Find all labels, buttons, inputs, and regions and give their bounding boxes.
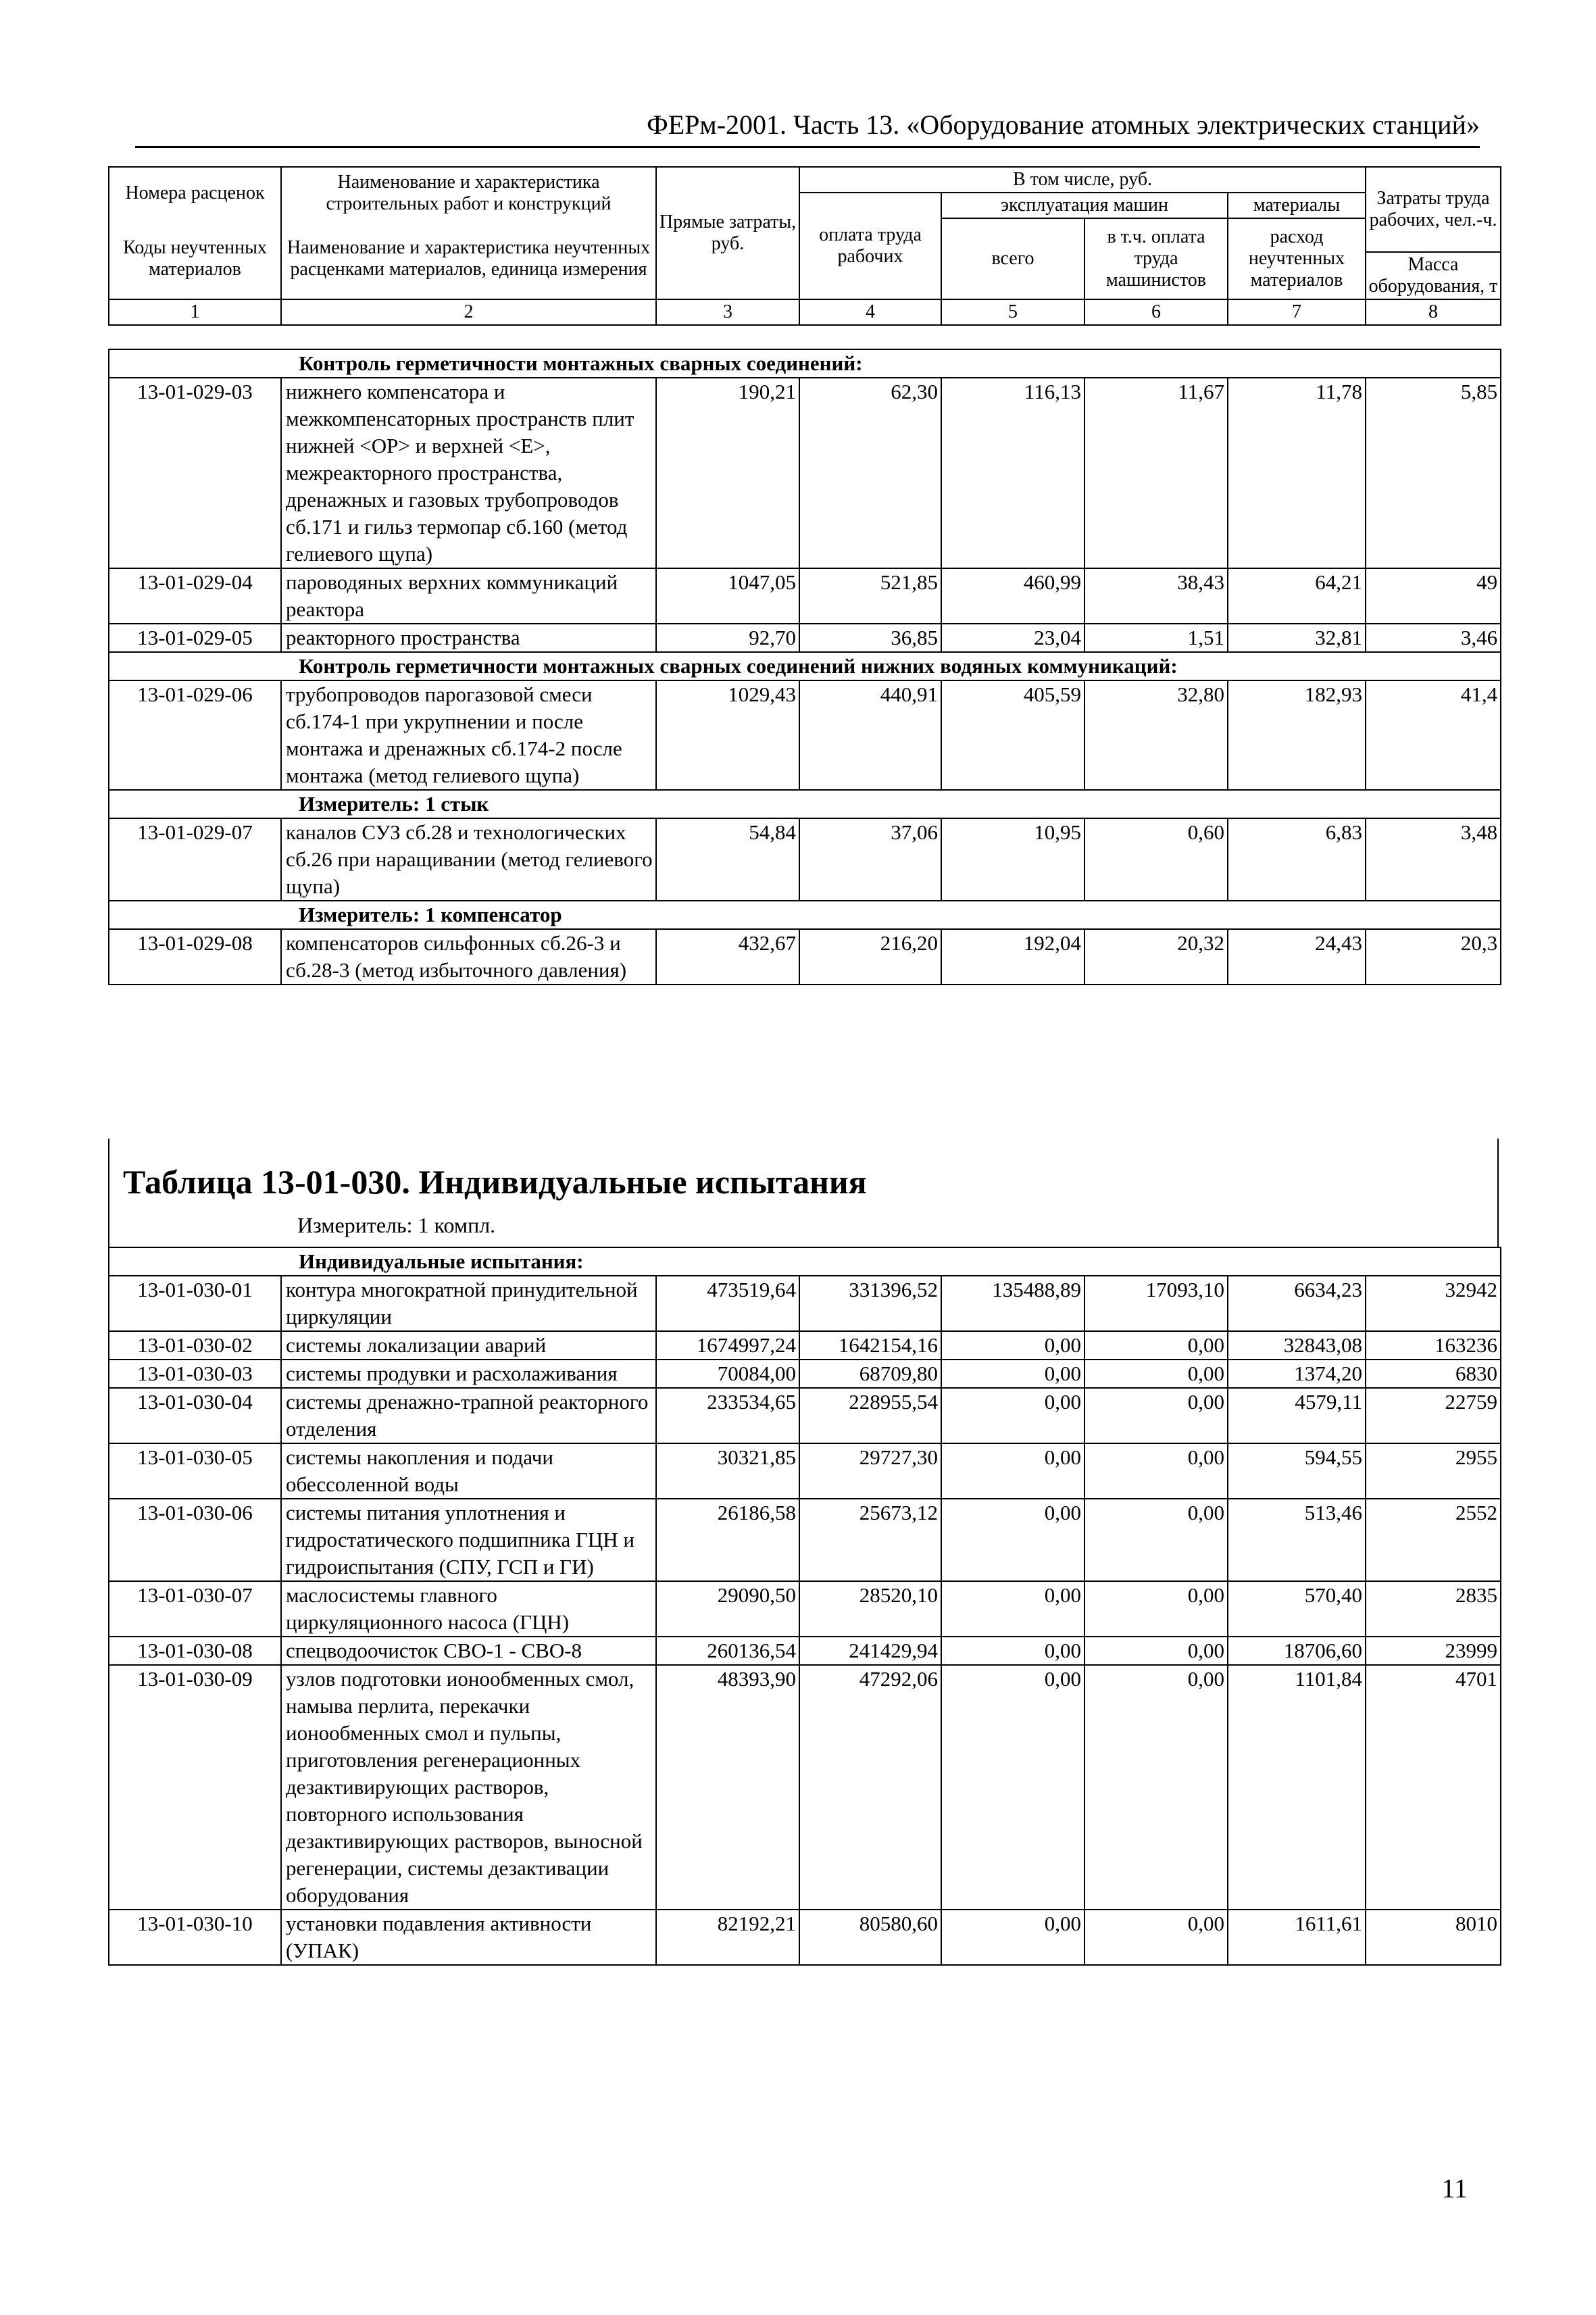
worker-pay: 68709,80 <box>799 1360 941 1388</box>
machinist-pay: 17093,10 <box>1084 1276 1228 1331</box>
machine-cost: 0,00 <box>941 1581 1084 1637</box>
machinist-pay: 0,00 <box>1084 1499 1228 1581</box>
direct-cost: 30321,85 <box>656 1443 799 1499</box>
machine-cost: 0,00 <box>941 1331 1084 1360</box>
table-row <box>109 929 1501 985</box>
head-col5: всего <box>941 218 1084 299</box>
table-13-01-029 <box>108 349 1501 985</box>
worker-pay: 36,85 <box>799 624 941 652</box>
machinist-pay: 38,43 <box>1084 568 1228 624</box>
table-row <box>109 1581 1501 1637</box>
rate-code: 13-01-030-06 <box>109 1499 281 1581</box>
labor-cost: 32942 <box>1366 1276 1501 1331</box>
worker-pay: 228955,54 <box>799 1388 941 1443</box>
materials-cost: 11,78 <box>1228 378 1366 568</box>
direct-cost: 432,67 <box>656 929 799 985</box>
worker-pay: 29727,30 <box>799 1443 941 1499</box>
machine-cost: 192,04 <box>941 929 1084 985</box>
rate-code: 13-01-030-01 <box>109 1276 281 1331</box>
table-row <box>109 680 1501 790</box>
rate-code: 13-01-030-03 <box>109 1360 281 1388</box>
machine-cost: 0,00 <box>941 1388 1084 1443</box>
head-col2-top: Наименование и характеристика строительных работ и конструкций <box>281 167 656 218</box>
head-col6: в т.ч. оплата труда машинистов <box>1084 218 1228 299</box>
measure-label: Измеритель: 1 стык <box>109 790 1501 818</box>
worker-pay: 331396,52 <box>799 1276 941 1331</box>
machinist-pay: 11,67 <box>1084 378 1228 568</box>
table-row <box>109 1665 1501 1910</box>
table-row <box>109 818 1501 901</box>
machinist-pay: 0,00 <box>1084 1665 1228 1910</box>
table-row <box>109 1331 1501 1360</box>
machinist-pay: 0,00 <box>1084 1910 1228 1965</box>
section-heading: Индивидуальные испытания: <box>109 1247 1501 1276</box>
section-heading: Контроль герметичности монтажных сварных соединений нижних водяных коммуникаций: <box>109 652 1501 680</box>
worker-pay: 28520,10 <box>799 1581 941 1637</box>
materials-cost: 32843,08 <box>1228 1331 1366 1360</box>
direct-cost: 92,70 <box>656 624 799 652</box>
head-col2-bottom: Наименование и характеристика неучтенных расценками материалов, единица измерения <box>281 218 656 299</box>
table-row <box>109 1276 1501 1331</box>
materials-cost: 570,40 <box>1228 1581 1366 1637</box>
worker-pay: 216,20 <box>799 929 941 985</box>
head-num-3: 3 <box>656 299 799 325</box>
labor-cost: 6830 <box>1366 1360 1501 1388</box>
direct-cost: 29090,50 <box>656 1581 799 1637</box>
rate-code: 13-01-029-08 <box>109 929 281 985</box>
direct-cost: 70084,00 <box>656 1360 799 1388</box>
direct-cost: 190,21 <box>656 378 799 568</box>
table-row <box>109 1388 1501 1443</box>
machinist-pay: 0,00 <box>1084 1360 1228 1388</box>
work-name: контура многократной принудительной циркуляции <box>281 1276 656 1331</box>
machinist-pay: 0,00 <box>1084 1581 1228 1637</box>
direct-cost: 473519,64 <box>656 1276 799 1331</box>
materials-cost: 4579,11 <box>1228 1388 1366 1443</box>
machine-cost: 0,00 <box>941 1665 1084 1910</box>
machinist-pay: 32,80 <box>1084 680 1228 790</box>
table-row <box>109 624 1501 652</box>
direct-cost: 54,84 <box>656 818 799 901</box>
rate-code: 13-01-030-08 <box>109 1637 281 1665</box>
head-col8-top: Затраты труда рабочих, чел.-ч. <box>1366 167 1501 252</box>
direct-cost: 82192,21 <box>656 1910 799 1965</box>
labor-cost: 41,4 <box>1366 680 1501 790</box>
worker-pay: 47292,06 <box>799 1665 941 1910</box>
table-row <box>109 1360 1501 1388</box>
labor-cost: 163236 <box>1366 1331 1501 1360</box>
direct-cost: 1029,43 <box>656 680 799 790</box>
head-col1-bottom: Коды неучтенных материалов <box>109 218 281 299</box>
work-name: спецводоочисток СВО-1 - СВО-8 <box>281 1637 656 1665</box>
labor-cost: 5,85 <box>1366 378 1501 568</box>
head-num-6: 6 <box>1084 299 1228 325</box>
worker-pay: 521,85 <box>799 568 941 624</box>
work-name: нижнего компенсатора и межкомпенсаторных пространств плит нижней <ОР> и верхней <Е>, межреакторного пространства, дренажных и газовых трубопроводов сб.171 и гильз термопар сб.160 (метод гелиевого щупа) <box>281 378 656 568</box>
machinist-pay: 0,00 <box>1084 1637 1228 1665</box>
machine-cost: 405,59 <box>941 680 1084 790</box>
table-row <box>109 378 1501 568</box>
work-name: узлов подготовки ионообменных смол, намыва перлита, перекачки ионообменных смол и пульпы, приготовления регенерационных дезактивирующих растворов, повторного использования дезактивирующих растворов, выносной регенерации, системы дезактивации оборудования <box>281 1665 656 1910</box>
machine-cost: 10,95 <box>941 818 1084 901</box>
rate-code: 13-01-029-07 <box>109 818 281 901</box>
materials-cost: 1374,20 <box>1228 1360 1366 1388</box>
materials-cost: 6,83 <box>1228 818 1366 901</box>
table-row <box>109 1499 1501 1581</box>
worker-pay: 25673,12 <box>799 1499 941 1581</box>
measure-label: Измеритель: 1 компенсатор <box>109 901 1501 929</box>
work-name: трубопроводов парогазовой смеси сб.174-1 при укрупнении и после монтажа и дренажных сб.174-2 после монтажа (метод гелиевого щупа) <box>281 680 656 790</box>
table-row <box>109 1910 1501 1965</box>
materials-cost: 1611,61 <box>1228 1910 1366 1965</box>
work-name: системы локализации аварий <box>281 1331 656 1360</box>
work-name: системы продувки и расхолаживания <box>281 1360 656 1388</box>
worker-pay: 62,30 <box>799 378 941 568</box>
worker-pay: 80580,60 <box>799 1910 941 1965</box>
rate-code: 13-01-029-06 <box>109 680 281 790</box>
labor-cost: 3,48 <box>1366 818 1501 901</box>
materials-cost: 32,81 <box>1228 624 1366 652</box>
labor-cost: 49 <box>1366 568 1501 624</box>
head-col8-bottom: Масса оборудования, т <box>1366 252 1501 299</box>
rate-code: 13-01-029-03 <box>109 378 281 568</box>
machinist-pay: 1,51 <box>1084 624 1228 652</box>
worker-pay: 241429,94 <box>799 1637 941 1665</box>
machinist-pay: 0,00 <box>1084 1443 1228 1499</box>
labor-cost: 2552 <box>1366 1499 1501 1581</box>
work-name: маслосистемы главного циркуляционного насоса (ГЦН) <box>281 1581 656 1637</box>
rate-code: 13-01-030-09 <box>109 1665 281 1910</box>
rate-code: 13-01-029-04 <box>109 568 281 624</box>
work-name: системы дренажно-трапной реакторного отделения <box>281 1388 656 1443</box>
table-row <box>109 568 1501 624</box>
machinist-pay: 0,60 <box>1084 818 1228 901</box>
head-num-5: 5 <box>941 299 1084 325</box>
machine-cost: 460,99 <box>941 568 1084 624</box>
worker-pay: 1642154,16 <box>799 1331 941 1360</box>
worker-pay: 37,06 <box>799 818 941 901</box>
table-row <box>109 1637 1501 1665</box>
materials-cost: 513,46 <box>1228 1499 1366 1581</box>
table-row <box>109 1443 1501 1499</box>
machine-cost: 116,13 <box>941 378 1084 568</box>
labor-cost: 2835 <box>1366 1581 1501 1637</box>
section-heading: Контроль герметичности монтажных сварных соединений: <box>109 349 1501 378</box>
labor-cost: 23999 <box>1366 1637 1501 1665</box>
rate-code: 13-01-029-05 <box>109 624 281 652</box>
table-header <box>108 166 1501 326</box>
machine-cost: 135488,89 <box>941 1276 1084 1331</box>
labor-cost: 4701 <box>1366 1665 1501 1910</box>
materials-cost: 1101,84 <box>1228 1665 1366 1910</box>
materials-cost: 18706,60 <box>1228 1637 1366 1665</box>
machine-cost: 23,04 <box>941 624 1084 652</box>
work-name: каналов СУЗ сб.28 и технологических сб.26 при наращивании (метод гелиевого щупа) <box>281 818 656 901</box>
machinist-pay: 0,00 <box>1084 1388 1228 1443</box>
rate-code: 13-01-030-02 <box>109 1331 281 1360</box>
machine-cost: 0,00 <box>941 1499 1084 1581</box>
table-13-01-030 <box>108 1247 1501 1966</box>
head-including: В том числе, руб. <box>799 167 1366 193</box>
machine-cost: 0,00 <box>941 1360 1084 1388</box>
head-num-7: 7 <box>1228 299 1366 325</box>
work-name: системы накопления и подачи обессоленной воды <box>281 1443 656 1499</box>
labor-cost: 2955 <box>1366 1443 1501 1499</box>
head-col7: расход неучтенных материалов <box>1228 218 1366 299</box>
page-number: 11 <box>1441 2173 1468 2204</box>
head-num-8: 8 <box>1366 299 1501 325</box>
page-header: ФЕРм-2001. Часть 13. «Оборудование атомных электрических станций» <box>135 108 1480 148</box>
measure-label: Измеритель: 1 компл. <box>297 1213 496 1237</box>
materials-cost: 182,93 <box>1228 680 1366 790</box>
table-title: Таблица 13-01-030. Индивидуальные испытания <box>123 1163 867 1201</box>
rate-code: 13-01-030-04 <box>109 1388 281 1443</box>
direct-cost: 1674997,24 <box>656 1331 799 1360</box>
head-machines: эксплуатация машин <box>941 193 1228 218</box>
direct-cost: 48393,90 <box>656 1665 799 1910</box>
labor-cost: 3,46 <box>1366 624 1501 652</box>
head-num-2: 2 <box>281 299 656 325</box>
direct-cost: 260136,54 <box>656 1637 799 1665</box>
head-materials: материалы <box>1228 193 1366 218</box>
work-name: пароводяных верхних коммуникаций реактора <box>281 568 656 624</box>
work-name: реакторного пространства <box>281 624 656 652</box>
rate-code: 13-01-030-10 <box>109 1910 281 1965</box>
work-name: установки подавления активности (УПАК) <box>281 1910 656 1965</box>
machine-cost: 0,00 <box>941 1910 1084 1965</box>
machinist-pay: 0,00 <box>1084 1331 1228 1360</box>
head-num-4: 4 <box>799 299 941 325</box>
head-col1-top: Номера расценок <box>109 167 281 218</box>
labor-cost: 8010 <box>1366 1910 1501 1965</box>
rate-code: 13-01-030-05 <box>109 1443 281 1499</box>
worker-pay: 440,91 <box>799 680 941 790</box>
direct-cost: 1047,05 <box>656 568 799 624</box>
head-num-1: 1 <box>109 299 281 325</box>
materials-cost: 24,43 <box>1228 929 1366 985</box>
machine-cost: 0,00 <box>941 1637 1084 1665</box>
rate-code: 13-01-030-07 <box>109 1581 281 1637</box>
direct-cost: 233534,65 <box>656 1388 799 1443</box>
head-col3: Прямые затраты, руб. <box>656 167 799 299</box>
labor-cost: 20,3 <box>1366 929 1501 985</box>
materials-cost: 6634,23 <box>1228 1276 1366 1331</box>
labor-cost: 22759 <box>1366 1388 1501 1443</box>
materials-cost: 64,21 <box>1228 568 1366 624</box>
machine-cost: 0,00 <box>941 1443 1084 1499</box>
machinist-pay: 20,32 <box>1084 929 1228 985</box>
direct-cost: 26186,58 <box>656 1499 799 1581</box>
materials-cost: 594,55 <box>1228 1443 1366 1499</box>
work-name: системы питания уплотнения и гидростатического подшипника ГЦН и гидроиспытания (СПУ, ГСП и ГИ) <box>281 1499 656 1581</box>
work-name: компенсаторов сильфонных сб.26-3 и сб.28-3 (метод избыточного давления) <box>281 929 656 985</box>
head-col4: оплата труда рабочих <box>799 193 941 299</box>
